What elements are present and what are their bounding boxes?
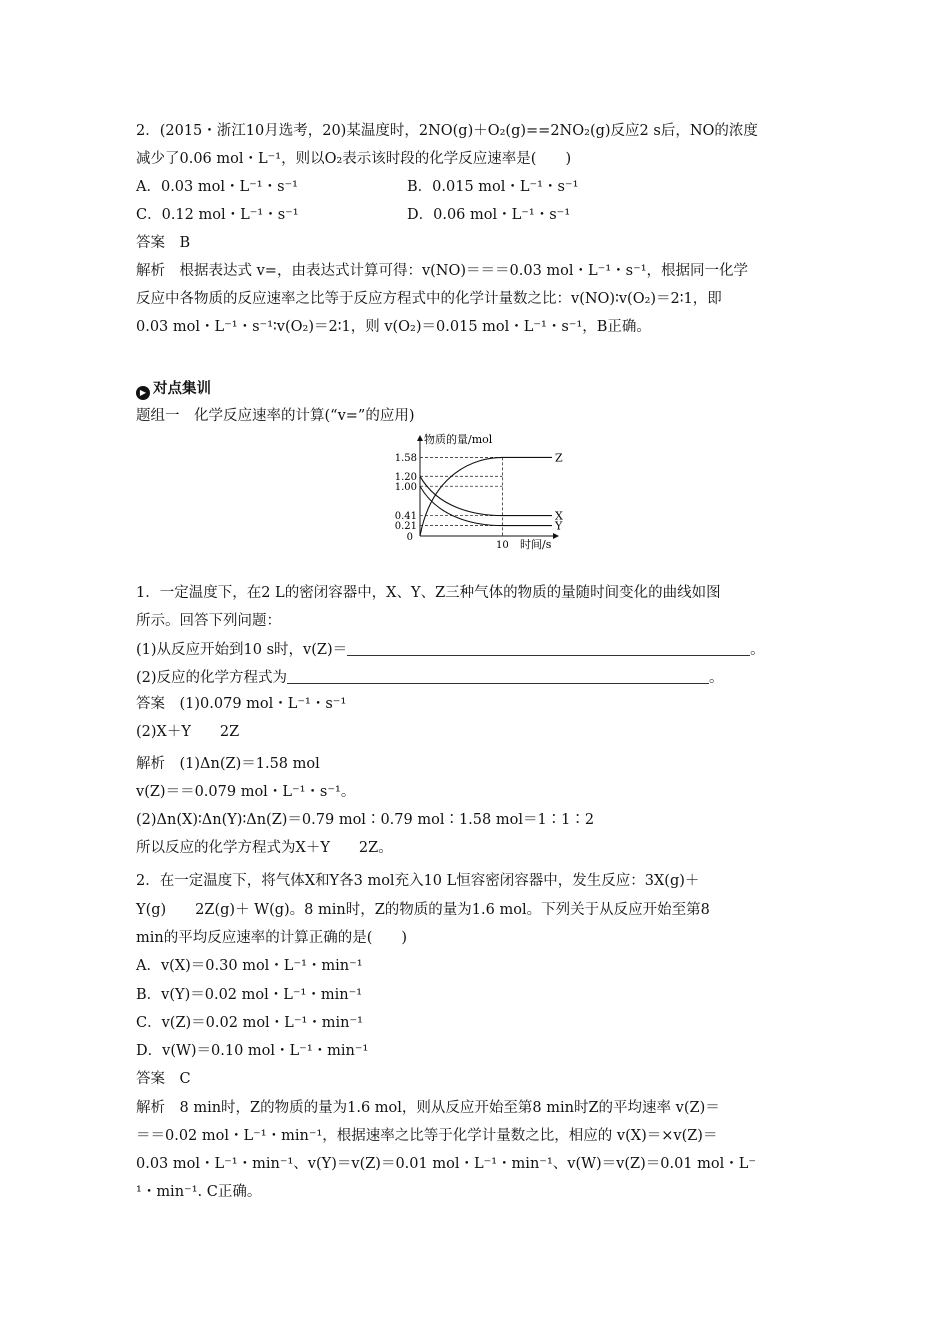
q3-option-a: A．v(X)＝0.30 mol・L⁻¹・min⁻¹	[136, 958, 363, 974]
q2-option-c: C．0.12 mol・L⁻¹・s⁻¹	[136, 207, 299, 223]
q1-answer-2: (2)X＋Y 2Z	[136, 724, 240, 740]
series-label-Z: Z	[555, 451, 563, 465]
series-label-X: X	[555, 509, 563, 523]
section-header	[136, 379, 211, 400]
q2-option-d: D．0.06 mol・L⁻¹・s⁻¹	[407, 207, 571, 223]
q2-explanation-line1: 解析 根据表达式 v=，由表达式计算可得：v(NO)＝＝＝0.03 mol・L⁻¹・s⁻¹，根据同一化学	[136, 263, 749, 279]
q3-stem-line3: min的平均反应速率的计算正确的是( )	[136, 930, 408, 946]
q1-stem-line2: 所示。回答下列问题：	[136, 613, 281, 629]
q2-explanation-line3: 0.03 mol・L⁻¹・s⁻¹∶v(O₂)＝2∶1，则 v(O₂)＝0.015 mol・L⁻¹・s⁻¹，B正确。	[136, 319, 651, 335]
origin-label: 0	[406, 532, 413, 543]
play-icon: ▶	[136, 386, 150, 400]
series-curve-Y	[420, 486, 552, 525]
q1-sub1-text: (1)从反应开始到10 s时，v(Z)＝	[136, 642, 348, 658]
q1-sub-question-2	[136, 668, 724, 688]
q2-explanation-line2: 反应中各物质的反应速率之比等于反应方程式中的化学计量数之比：v(NO)∶v(O₂)＝2∶1，即	[136, 291, 722, 307]
y-tick-label: 1.20	[394, 471, 417, 483]
q1-sub2-text: (2)反应的化学方程式为	[136, 670, 288, 686]
q2-stem-line2: 减少了0.06 mol・L⁻¹，则以O₂表示该时段的化学反应速率是( )	[136, 151, 572, 167]
q1-explanation-line1: 解析 (1)Δn(Z)＝1.58 mol	[136, 756, 320, 772]
q1-stem-line1: 1．一定温度下，在2 L的密闭容器中，X、Y、Z三种气体的物质的量随时间变化的曲线如图	[136, 585, 721, 601]
amount-time-chart	[380, 432, 580, 550]
q1-answer-1: 答案 (1)0.079 mol・L⁻¹・s⁻¹	[136, 696, 347, 712]
x-axis-label: 时间/s	[520, 538, 552, 550]
y-tick-label: 0.21	[394, 521, 417, 533]
q1-sub1-period: 。	[750, 642, 765, 658]
q2-stem-line1: 2．(2015・浙江10月选考，20)某温度时，2NO(g)＋O₂(g)==2NO₂(g)反应2 s后，NO的浓度	[136, 123, 758, 139]
x-tick-label: 10	[496, 540, 509, 550]
q2-option-b: B．0.015 mol・L⁻¹・s⁻¹	[407, 179, 579, 195]
q2-answer: 答案 B	[136, 235, 191, 251]
series-label-Y: Y	[555, 519, 563, 533]
q3-stem-line2: Y(g) 2Z(g)＋ W(g)。8 min时，Z的物质的量为1.6 mol。下列关于从反应开始至第8	[136, 902, 710, 918]
q3-answer: 答案 C	[136, 1071, 191, 1087]
q3-option-c: C．v(Z)＝0.02 mol・L⁻¹・min⁻¹	[136, 1015, 363, 1031]
q1-sub2-period: 。	[709, 670, 724, 686]
answer-blank-1[interactable]	[347, 641, 750, 656]
q3-explanation-line1: 解析 8 min时，Z的物质的量为1.6 mol，则从反应开始至第8 min时Z的平均速率 v(Z)＝	[136, 1100, 720, 1116]
q3-explanation-line4: ¹・min⁻¹. C正确。	[136, 1184, 262, 1200]
y-tick-label: 1.00	[394, 481, 417, 493]
series-curve-X	[420, 476, 552, 515]
section-title: 对点集训	[153, 381, 211, 397]
y-tick-label: 0.41	[394, 511, 417, 523]
q2-option-a: A．0.03 mol・L⁻¹・s⁻¹	[136, 179, 298, 195]
q3-explanation-line3: 0.03 mol・L⁻¹・min⁻¹、v(Y)＝v(Z)＝0.01 mol・L⁻¹・min⁻¹、v(W)＝v(Z)＝0.01 mol・L⁻	[136, 1156, 757, 1172]
group-title: 题组一 化学反应速率的计算(“v=”的应用)	[136, 408, 415, 424]
q1-explanation-line3: (2)Δn(X)∶Δn(Y)∶Δn(Z)＝0.79 mol∶0.79 mol∶1.58 mol＝1∶1∶2	[136, 812, 595, 828]
y-tick-label: 1.58	[394, 452, 417, 464]
answer-blank-2[interactable]	[287, 669, 709, 684]
q1-explanation-line2: v(Z)＝＝0.079 mol・L⁻¹・s⁻¹。	[136, 784, 356, 800]
q3-stem-line1: 2．在一定温度下，将气体X和Y各3 mol充入10 L恒容密闭容器中，发生反应：3X(g)＋	[136, 873, 700, 889]
q3-explanation-line2: ＝＝0.02 mol・L⁻¹・min⁻¹，根据速率之比等于化学计量数之比，相应的 v(X)＝×v(Z)＝	[136, 1128, 718, 1144]
q1-sub-question-1	[136, 640, 765, 660]
q3-option-b: B．v(Y)＝0.02 mol・L⁻¹・min⁻¹	[136, 987, 363, 1003]
y-axis-label: 物质的量/mol	[424, 433, 493, 446]
q1-explanation-line4: 所以反应的化学方程式为X＋Y 2Z。	[136, 840, 393, 856]
q3-option-d: D．v(W)＝0.10 mol・L⁻¹・min⁻¹	[136, 1043, 369, 1059]
